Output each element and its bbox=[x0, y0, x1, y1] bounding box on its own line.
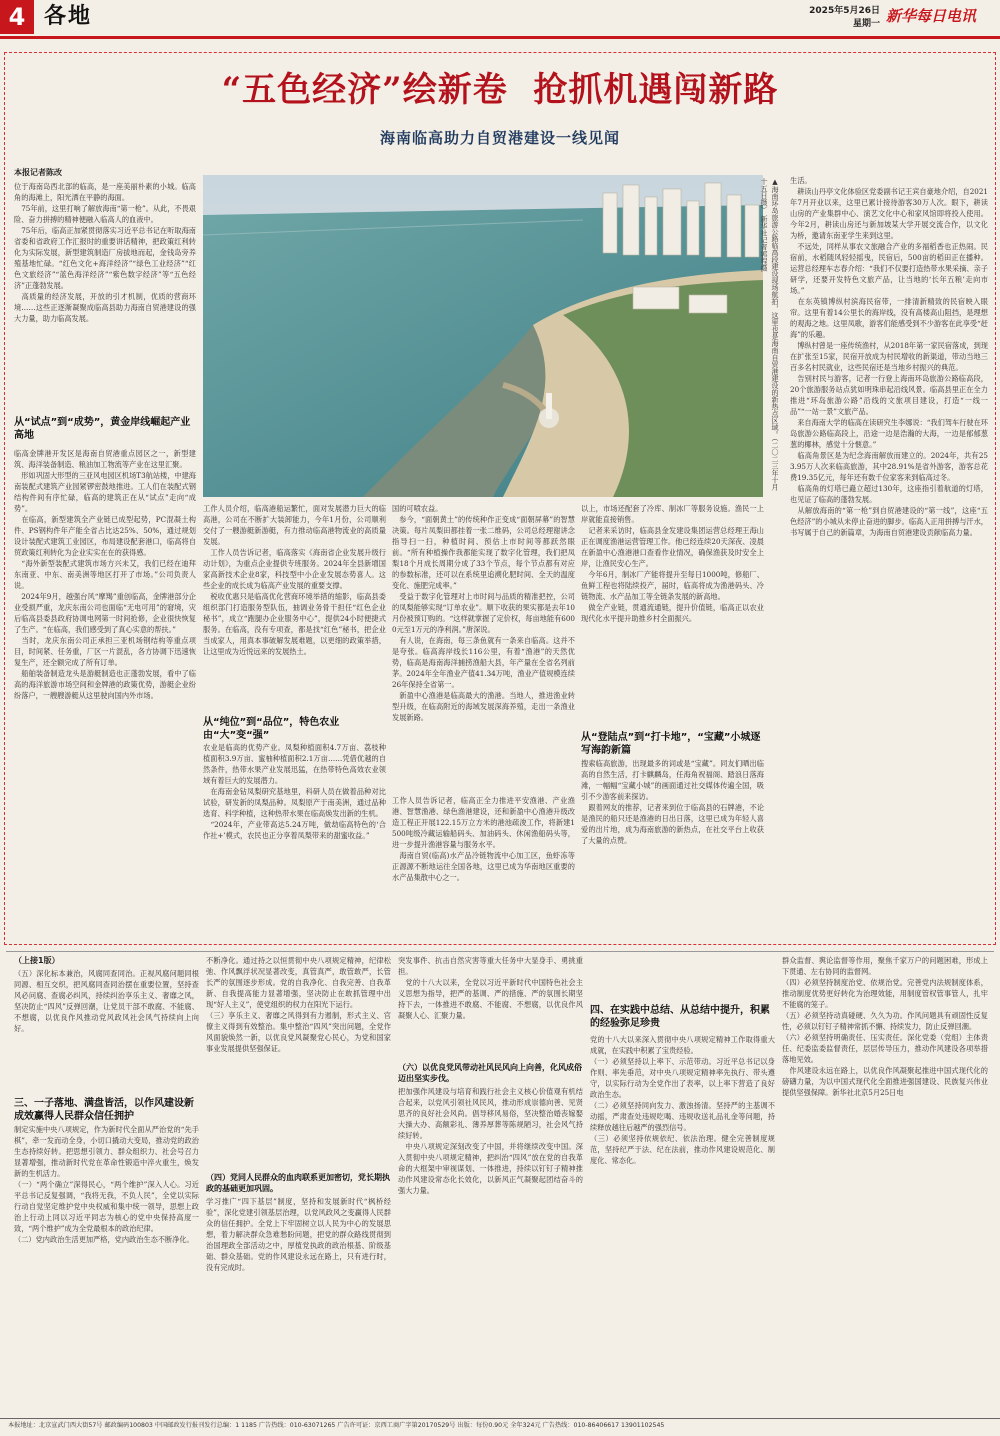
byline: 本报记者陈改 bbox=[14, 168, 62, 177]
paper-name-logo: 新华每日电讯 bbox=[886, 7, 977, 25]
col2-body-text: 工作人员介绍，临高港船运繁忙，面对发展潜力巨大的临高港，公司在不断扩大装卸能力，今年1月份，公司顺利交付了一艘游艇新游艇，有力推动临高港物流业的高质量发展。 工作人员告诉记者，临高落实《海南省企业发展升级行动计划》，为重点企业提供专班服务。2024年全县新增国家高新技术企业8家，科技型中小企业发展态势喜人。这些企业的成长成为临高产业发展的重要支撑。 税收优惠只是临高优化营商环境举措的缩影，临高县委组织部门打造服务型队伍，抽调业务骨干担任“红色企业秘书”，成立“跑腿办企业服务中心”，提供24小时便捷式服务。在临高，没有专项查，都是找“红色”秘书，把企业当成家人，用真本事破解发展难题，以更细的政策举措，让这里成为近悦远来的发展热土。 bbox=[203, 504, 386, 656]
lower-col5-text: 群众监督、舆论监督等作用，聚焦千家万户的问题困难，形成上下贯通、左右协同的监督网。 （四）必须坚持制度治党、依规治党。完善党内法规制度体系，推动制度优势更好转化为治理效能，用制度管权管事管人，扎牢不能腐的笼子。 （五）必须坚持动真碰硬、久久为功。作风问题具有顽固性反复性，必须以钉钉子精神常抓不懈、持续发力，防止反弹回潮。 （六）必须坚持明确责任、压实责任。深化党委（党组）主体责任、纪委监委监督责任，层层传导压力，推动作风建设各项举措落地见效。 作风建设永远在路上，以优良作风凝聚起推进中国式现代化的磅礴力量，为以中国式现代化全面推进强国建设、民族复兴伟业提供坚强保障。新华社北京5月25日电 bbox=[782, 956, 988, 1097]
lower-heading-3: 三、一子落地、满盘皆活，以作风建设新成效赢得人民群众信任拥护 bbox=[14, 1098, 194, 1122]
article-title: “五色经济”绘新卷 抢抓机遇闯新路 bbox=[221, 70, 779, 110]
lower-heading-col3: （六）以优良党风带动社风民风向上向善，化风成俗迈出坚实步伐。 bbox=[398, 1063, 582, 1083]
page-number: 4 bbox=[8, 3, 26, 31]
photo-caption: ▲海南环岛旅游公路临高段建设现场航拍，这里也是海南自贸港建设的新热点区域。（二〇二三年十月十五日摄） 新华社记者郭程摄 bbox=[760, 178, 779, 491]
header-date: 2025年5月26日 bbox=[809, 6, 880, 16]
photo-illustration bbox=[203, 175, 763, 497]
coastal-aerial-photo bbox=[203, 175, 763, 497]
col3-body-text: 国的可喷农益。 参今，“面朝黄土”的传统种作正变成“面朝屏幕”的智慧决策。每片凤梨田都挂着一张二维码，公司总经理谢讲念指导扫一扫，种植时间、预估上市时间等都跃然眼前。“所有种植操作我都能实现了数字化管理，我们把凤梨18个月成长周期分成了33个节点，每个节点都有对应的参数标准，还可以在系统里追溯化肥时间、全天的温度变化、施肥完成率。” 受益于数字化管理对上市时间与品质的精准把控，公司的凤梨能够实现“订单农业”。顺下收获的果实都是去年10月份被预订购的。“这样就掌握了定价权，每亩地能有6000元至1万元的净利润。”唐深说。 有人说，在海南，每三条鱼就有一条来自临高。这并不是夸张。临高海岸线长116公里，有着“渔港”的天然优势，临高是海南海洋捕捞渔船大县，年产量在全省名列前茅。2024年全年渔业产值41.34万吨，渔业产值规模连续26年保持全省第一。 新盈中心渔港是临高最大的渔港。当地人，推进渔业转型升级，在临高附近的海域发展深海养殖，走出一条渔业发展新路。 bbox=[392, 504, 575, 722]
col4-body-text-2: 搜索临高旅游，出现最多的词或是“宝藏”。同友们晒出临高的自然生活，打卡麒麟岛，任海角祝福阁、踏浪日落海滩，一幅幅“宝藏小城”的画面通过社交媒体传遍全国，吸引不少游客前来探访。 跟着网友的推荐，记者来到位于临高县的石牌港，不论是渔民的船只还是渔港的日出日落，这里已成为年轻人喜爱的出片地，成为海南旅游的新热点，在社交平台上收获了大量的点赞。 bbox=[581, 759, 764, 845]
col2-body-text-2: 农业是临高的优势产业。凤梨种植面积4.7万亩、荔枝种植面积3.9万亩、蜜柚种植面积2.1万亩……凭借优越的自然条件，热带水果产业发展迅猛，在热带特色高效农业领域有着巨大的发展潜力。 在海南金钻凤梨研究基地里，科研人员在做着品种对比试验，研发新的凤梨品种。凤梨原产于南美洲，通过品种选育、科学种植，这种热带水果在临高焕发出新的生机。 “2024年，产业带高达5.24万吨，做劫临高特色的‘合作社+’模式，农民也正分享着凤梨带来的甜蜜收益。” bbox=[203, 743, 386, 840]
subheading-2: 从“纯位”到“品位”，特色农业由“大”变“强” bbox=[203, 717, 340, 741]
lower-col2-text-a: 不断净化。通过持之以恒贯彻中央八项规定精神，纪律松弛、作风飘浮状况显著改变，真管真严，敢管敢严，长管长严的氛围逐步形成。党的自我净化、自我完善、自我革新、自我提高能力显著增强，坚决防止在敢抓管理中出现“好人主义”，使党组织的权力在阳光下运行。 （三）享乐主义、奢靡之风得到有力遏制，形式主义、官僚主义得到有效整治。集中整治“四风”突出问题，全党作风面貌焕然一新，以优良党风凝聚党心民心，为党和国家事业发展提供坚强保证。 bbox=[206, 956, 391, 1053]
subheading-1: 从“试点”到“成势”，黄金岸线崛起产业高地 bbox=[14, 417, 191, 441]
lower-col1-text-a: （五）深化标本兼治，风腐同查同治。正视风腐问题同根同源、相互交织，把风腐同查同治摆在重要位置，坚持查风必问腐、查腐必纠风，持续纠治享乐主义、奢靡之风，坚决防止“四风”反弹回潮，让党员干部不敢腐、不能腐、不想腐，以优良作风推动党风政风社会风气持续向上向好。 bbox=[14, 969, 199, 1033]
col5-body-text: 生活。 耕读山丹亭文化体验区党委副书记王宾自豪地介绍，自2021年7月开业以来，这里已累计接待游客30万人次。眼下，耕读山房的产业集群中心、演艺文化中心和家风馆即将投入使用。今年2月，耕读山房还与新加坡某大学开展交流合作，以文化为桥，邀请东南亚学生来到这里。 不远处，同样从事农文旅融合产业的多福稻香也正热闹。民宿前，水稻随风轻轻摇曳，民宿后，500亩的稻田正在播种。运营总经理车志春介绍：“我们不仅要打造热带水果采摘、亲子研学，还要开发特色文旅产品，让当地的‘长年五粮’走向市场。” 在东英镇博纵村滨海民宿带，一排清新精致的民宿映入眼帘。这里有着14公里长的海岸线，没有高楼高山阻挡，是理想的观海之地。这里凤歌，游客们能感受到不少游客在此享受“赶海”的乐趣。 博纵村曾是一座传统渔村，从2018年第一家民宿落成，到现在扩张至15家，民宿开放成为村民增收的新渠道，带动当地三百多名村民就业，这些民宿还是当地乡村振兴的典范。 告别村民与游客，记者一行登上海南环岛旅游公路临高段，20个旅游服务站点犹如明珠串起沿线风景。临高县里正在全力推进“环岛旅游公路”沿线的文旅项目建设，打造“一线一品”“一站一景”文旅产品。 来自海南大学的临高在读研究生李娜说：“我们驾车行驶在环岛旅游公路临高段上，沿途一边是浩瀚的大海，一边是郁郁葱葱的椰林，感觉十分惬意。” 临高角景区是为纪念海南解放而建立的。2024年，共有253.95万人次来临高旅游，其中28.91%是省外游客，游客总花费19.35亿元，每年还有数千位家客来到临高过冬。 临高角的灯塔已矗立超过130年，这座指引着航道的灯塔，也见证了临高的蓬勃发展。 从解放海南的“第一枪”到自贸港建设的“第一线”，这座“五色经济”的小城从未停止奋进的脚步。临高人正用拼搏与汗水，书写属于自己的新篇章，为海南自贸港建设贡献临高力量。 bbox=[790, 176, 988, 537]
header-weekday: 星期一 bbox=[852, 19, 880, 29]
continued-label: （上接1版） bbox=[14, 956, 60, 965]
lower-article-rule bbox=[6, 951, 994, 952]
article-subtitle: 海南临高助力自贸港建设一线见闻 bbox=[379, 129, 620, 147]
lower-col3-text-b: 把加强作风建设与培育和践行社会主义核心价值观有机结合起来，以党风引领社风民风，推动形成崇德向善、见贤思齐的良好社会风尚。倡导移风易俗，坚决整治婚丧嫁娶大操大办、高额彩礼、薄养厚葬等陈规陋习，社会风气持续好转。 中央八项规定深刻改变了中国，并将继续改变中国。深入贯彻中央八项规定精神，把纠治“四风”放在党的自我革命的大框架中审视谋划、一体推进，持续以钉钉子精神推动作风建设常态化长效化，以新风正气凝聚起团结奋斗的强大力量。 bbox=[398, 1087, 583, 1195]
lower-col1-text-b: 制定实施中央八项规定，作为新时代全面从严治党的“先手棋”，牵一发而动全身，小切口撬动大变局，推动党的政治生态持续好转。把思想引领力、群众组织力、社会号召力显著增强，推动新时代党在革命性锻造中淬火重生，焕发新的生机活力。 （一）“两个确立”深得民心，“两个维护”深入人心。习近平总书记反复强调，“我将无我，不负人民”，全党以实际行动自觉坚定维护党中央权威和集中统一领导，思想上政治上行动上同以习近平同志为核心的党中央保持高度一致，“两个维护”成为全党最根本的政治纪律。 （二）党内政治生活更加严格，党内政治生态不断净化。 bbox=[14, 1125, 199, 1244]
col3-body-text-2: 工作人员告诉记者，临高正全力推进平安渔港、产业渔港、智慧渔港、绿色渔港建设，还和新盈中心渔港升级改造工程正开展122.15万立方米的港池疏浚工作，将新建1500吨级冷藏运输船码头、加油码头、休闲渔船码头等，进一步提升渔港容量与服务水平。 海南自贸(临高)水产品冷链物流中心加工区，鱼虾冻等正源源不断地运往全国各地，这里已成为华南地区重要的水产品集散中心之一。 bbox=[392, 796, 575, 882]
subheading-3: 从“登陆点”到“打卡地”，“宝藏”小城逐写海韵新篇 bbox=[581, 732, 761, 756]
footer-info: 本报地址：北京宣武门西大街57号 邮政编码100803 中国邮政发行报刊发行总编：1 1185 广告热线：010-63071265 广告许可证：京西工商广字第20170529号 出版：每份0.90元 全年324元 广告热线：010-86406617 13901102545 bbox=[8, 1422, 665, 1429]
lower-col4-text: 党的十八大以来深入贯彻中央八项规定精神工作取得重大成就，在实践中积累了宝贵经验。 （一）必须坚持以上率下、示范带动。习近平总书记以身作则、率先垂范，对中央八项规定精神率先执行、带头遵守，以实际行动为全党作出了表率，以上率下营造了良好政治生态。 （二）必须坚持同向发力、激浊扬清。坚持严的主基调不动摇，严肃查处违规吃喝、违规收送礼品礼金等问题，持续释放越往后越严的强烈信号。 （三）必须坚持依规依纪、依法治理。健全完善制度规范，坚持纪严于法、纪在法前，推动作风建设规范化、制度化、常态化。 bbox=[590, 1035, 775, 1165]
col4-body-text: 以上，市场还配套了冷库、制冰厂等服务设施。渔民一上岸就能直接销售。 记者来采访时，临高县金发建设集团运营总经理王海山正在调度渔港运营管理工作。他已经连续20天深夜、凌晨在新盈中心渔港港口查看作业情况，确保渔获及时安全上岸，让渔民安心生产。 今年6月，制冰厂产能将提升至每日1000吨，修船厂、鱼鲜工程也将陆续投产，届时，临高将成为渔港码头、冷链物流、水产品加工等全链条发展的新高地。 做全产业链，贯通流通链，提升价值链，临高正以农业现代化水平提升助推乡村全面振兴。 bbox=[581, 504, 764, 623]
col1-body-text: 临高金牌港开发区是海南自贸港重点园区之一，新型建筑、海洋装备制造、粮油加工物流等产业在这里汇聚。 形如巩固大形型的三亚风电园区机场T3航站楼，中建海南装配式建筑产业园紧锣密鼓地推进。工人们在装配式钢结构件间有序忙碌，临高的建筑正在从“试点”走向“成势”。 在临高，新型建筑全产业链已成型起势，PC混凝土构件、PS钢构件年产能全省占比达25%、50%，通过规划设计装配式建筑工业园区，布局建设配套港口，临高将自贸政策红利转化为企业实实在在的获得感。 “海外新型装配式建筑市场方兴未艾，我们已经在迪拜东南亚、中东、南美洲等地区打开了市场。”公司负责人说。 2024年9月，越强台风“摩羯”重创临高，金牌港部分企业受损严重，龙庆东南公司也面临“无电可用”的窘境，灾后临高县委县政府协调电网第一时间抢修，企业很快恢复了生产。“在临高，我们感受到了真心实意的帮扶。” 当时，龙庆东南公司正承担三亚机场钢结构等重点项目，时间紧、任务重，厂区一片混乱，各方协调下迅速恢复生产，还全额完成了所有订单。 船舶装备制造龙头是游艇制造也正蓬勃发展，看中了临高的海洋旅游市场空间和金牌港的政策优势，游艇企业纷纷落户，一艘艘游艇从这里驶向国内外市场。 bbox=[14, 449, 196, 700]
lower-heading-4: 四、在实践中总结、从总结中提升，积累的经验弥足珍贵 bbox=[590, 1005, 770, 1029]
section-title: 各地 bbox=[44, 4, 93, 29]
lower-heading-col2: （四）党同人民群众的血肉联系更加密切，党长期执政的基础更加巩固。 bbox=[206, 1173, 390, 1193]
lower-col3-text-a: 突发事件、抗击自然灾害等重大任务中大显身手、勇挑重担。 党的十八大以来，全党以习近平新时代中国特色社会主义思想为指导，把严的基调、严的措施、严的氛围长期坚持下去，一体推进不敢腐、不能腐、不想腐，以优良作风凝聚人心、汇聚力量。 bbox=[398, 956, 583, 1020]
header-rule bbox=[0, 36, 1000, 39]
lower-col2-text-b: 学习推广“四下基层”制度，坚持和发展新时代“枫桥经验”，深化党建引领基层治理，以党风政风之变赢得人民群众的信任拥护。全党上下牢固树立以人民为中心的发展思想，着力解决群众急难愁盼问题，把党的群众路线贯彻到治国理政全部活动之中，厚植党执政的政治根基、阶级基础、群众基础。党的作风建设永远在路上，只有进行时，没有完成时。 bbox=[206, 1197, 391, 1272]
footer-rule bbox=[0, 1418, 1000, 1419]
col1-intro-text: 位于海南岛西北部的临高，是一座美丽朴素的小城。临高角的海滩上，阳光洒在平静的海面。 75年前，这里打响了解放海南“第一枪”。从此，不畏艰险、奋力拼搏的精神便融入临高人的血液中。 75年后，临高正加紧贯彻落实习近平总书记在听取海南省委和省政府工作汇报时的重要讲话精神，把政策红利转化为实际发展，新型建筑制造厂房拔地而起，金钱岛旁养殖基地忙碌。“红色文化+海洋经济”“绿色工业经济”“红色文旅经济”“蓝色海洋经济”“紫色数字经济”等“五色经济”正蓬勃发展。 高质量的经济发展，开放的引才机制，优质的营商环境……这些正逐渐凝聚成临高县助力海南自贸港建设的强大力量，助力临高发展。 bbox=[14, 182, 196, 323]
page-number-box bbox=[0, 0, 34, 34]
